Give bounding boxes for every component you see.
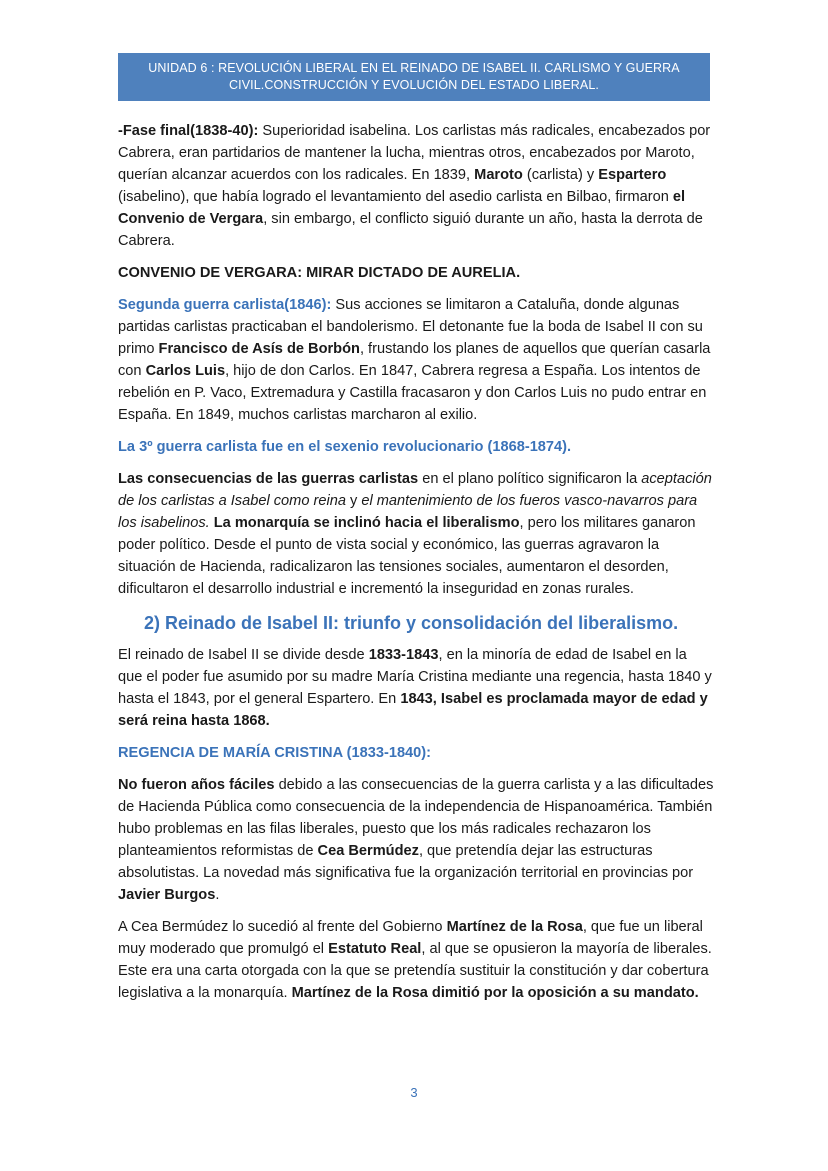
header-line-1: UNIDAD 6 : REVOLUCIÓN LIBERAL EN EL REINADO DE ISABEL II. CARLISMO Y GUERRA bbox=[148, 61, 680, 75]
paragraph-fase-final: -Fase final(1838-40): Superioridad isabelina. Los carlistas más radicales, encabezados por Cabrera, eran partidarios de mantener la lucha, mientras otros, encabezados por Maroto, querían alcanzar acuerdos con los radicales. En 1839, Maroto (carlista) y Espartero (isabelino), que había logrado el levantamiento del asedio carlista en Bilbao, firmaron el Convenio de Vergara, sin embargo, el conflicto siguió durante un año, hasta la derrota de Cabrera. bbox=[118, 123, 711, 249]
page-number: 3 bbox=[410, 1085, 418, 1100]
header-line-2: CIVIL.CONSTRUCCIÓN Y EVOLUCIÓN DEL ESTADO LIBERAL. bbox=[229, 78, 599, 92]
paragraph-tercera-guerra: La 3º guerra carlista fue en el sexenio revolucionario (1868-1874). bbox=[118, 439, 572, 455]
paragraph-no-fueron: No fueron años fáciles debido a las consecuencias de la guerra carlista y a las dificultades de Hacienda Pública como consecuencia de la independencia de Hispanoamérica. También hubo problemas en las filas liberales, puesto que los más radicales rechazaron los planteamientos reformistas de Cea Bermúdez, que pretendía dejar las estructuras absolutistas. La novedad más significativa fue la organización territorial en provincias por Javier Burgos. bbox=[118, 777, 714, 903]
page-header bbox=[118, 53, 710, 101]
paragraph-convenio: CONVENIO DE VERGARA: MIRAR DICTADO DE AURELIA. bbox=[118, 265, 521, 281]
paragraph-segunda-guerra: Segunda guerra carlista(1846): Sus acciones se limitaron a Cataluña, donde algunas partidas carlistas practicaban el bandolerismo. El detonante fue la boda de Isabel II con su primo Francisco de Asís de Borbón, frustando los planes de aquellos que querían casarla con Carlos Luis, hijo de don Carlos. En 1847, Cabrera regresa a España. Los intentos de rebelión en P. Vaco, Extremadura y Castilla fracasaron y don Carlos Luis no pudo entrar en España. En 1849, muchos carlistas marcharon al exilio. bbox=[118, 297, 711, 423]
paragraph-consecuencias: Las consecuencias de las guerras carlistas en el plano político significaron la aceptación de los carlistas a Isabel como reina y el mantenimiento de los fueros vasco-navarros para los isabelinos. La monarquía se inclinó hacia el liberalismo, pero los militares ganaron poder político. Desde el punto de vista social y económico, las guerras agravaron la situación de Hacienda, radicalizaron las tensiones sociales, aumentaron el desorden, dificultaron el desarrollo industrial e incrementó la inseguridad en zonas rurales. bbox=[118, 471, 712, 597]
paragraph-reinado: El reinado de Isabel II se divide desde 1833-1843, en la minoría de edad de Isabel en la que el poder fue asumido por su madre María Cristina mediante una regencia, hasta 1840 y hasta el 1843, por el general Espartero. En 1843, Isabel es proclamada mayor de edad y será reina hasta 1868. bbox=[118, 647, 712, 729]
paragraph-cea-bermudez: A Cea Bermúdez lo sucedió al frente del Gobierno Martínez de la Rosa, que fue un liberal muy moderado que promulgó el Estatuto Real, al que se opusieron la mayoría de liberales. Este era una carta otorgada con la que se pretendía sustituir la constitución y dar cobertura legislativa a la monarquía. Martínez de la Rosa dimitió por la oposición a su mandato. bbox=[118, 919, 712, 1001]
paragraph-regencia-heading: REGENCIA DE MARÍA CRISTINA (1833-1840): bbox=[118, 745, 432, 761]
document-body bbox=[118, 120, 714, 1014]
section-heading-2: 2) Reinado de Isabel II: triunfo y consolidación del liberalismo. bbox=[144, 613, 679, 633]
